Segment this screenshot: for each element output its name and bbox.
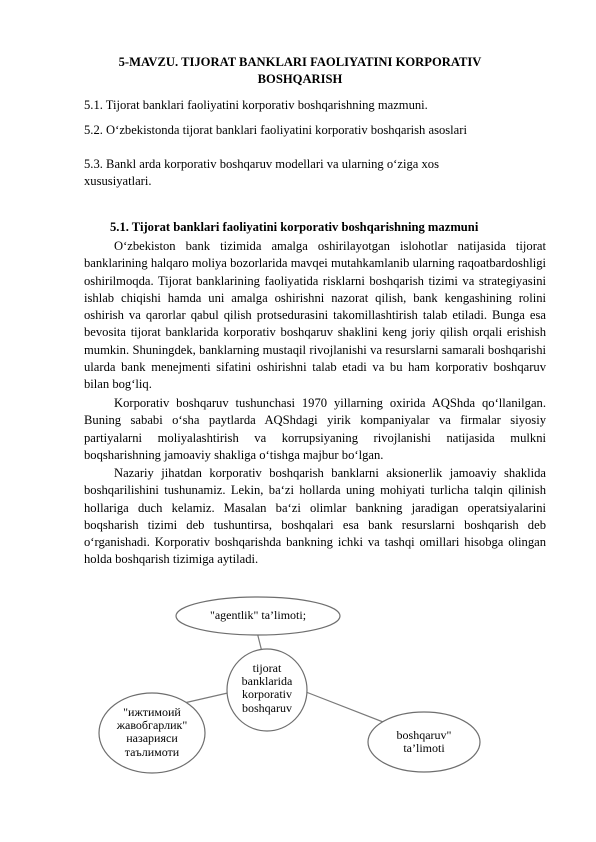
left-label-line-3: назарияси	[126, 731, 178, 746]
title-line-2: BOSHQARISH	[257, 72, 343, 86]
document-title	[90, 54, 510, 88]
left-label-line-4: таълимоти	[124, 744, 180, 759]
plan-item-1: 5.1. Tijorat banklari faoliyatini korporativ boshqarishning mazmuni.	[84, 98, 428, 112]
center-label-line-3: korporativ	[242, 687, 292, 702]
paragraph-2: Korporativ boshqaruv tushunchasi 1970 yillarning oxirida AQShda qo‘llanilgan. Buning sababi o‘sha paytlarda AQShdagi yirik kompaniyalar va firmalar siyosiy partiyalarni moliyalashtirish va korrupsiyaning rivojlanishi natijasida mulkni boqsharishning jamoaviy shakliga o‘tishga majbur bo‘lgan.	[84, 396, 546, 462]
right-label-line-1: boshqaruv"	[396, 728, 452, 742]
right-node-label	[374, 729, 474, 755]
connector-left	[184, 692, 232, 703]
center-label-line-2: banklarida	[241, 674, 293, 689]
left-label-line-2: жавобгарлик"	[116, 718, 188, 733]
plan-item-2: 5.2. O‘zbekistonda tijorat banklari faoliyatini korporativ boshqarish asoslari	[84, 123, 467, 137]
left-label-line-1: "ижтимоий	[123, 705, 181, 719]
paragraph-1: O‘zbekiston bank tizimida amalga oshirilayotgan islohotlar natijasida tijorat banklarining halqaro moliya bozorlarida mavqei mutahkamlanib ularning raqoatbardoshligi oshirilmoqda. Tijorat banklarining faoliyatida risklarni boshqarish tizimi va strategiyasini ishlab chiqishi hamda uni amalga oshirishni nazorat qilish, bank kengashining rolini oshirish va qarorlar qabul qilish protsedurasini takomillashtirish talab etiladi. Bunga esa bevosita tijorat banklarida korporativ boshqaruv shaklini keng joriy qilish orqali erishish mumkin. Shuningdek, banklarning mustaqil rivojlanishi va resurslarni samarali boshqarishi ularda bank menejmenti sifatini oshirishni talab etadi va bu ham korporativ boshqaruv bilan bog‘liq.	[84, 239, 546, 392]
paragraph-3: Nazariy jihatdan korporativ boshqarish banklarni aksionerlik jamoaviy shaklida boshqarilishini tushunamiz. Lekin, ba‘zi hollarda uning mohiyati turlicha talqin qilinish hollariga duch kelamiz. Masalan ba‘zi olimlar bankning jaradigan operatsiyalarini boqsharish tizimi deb tushuntirsa, boshqalari esa bank resurslarni boshqarish deb o‘rganishadi. Korporativ boshqarishda bankning ichki va tashqi omillari hisobga olingan holda boshqarish tizimiga aytiladi.	[84, 466, 546, 567]
section-heading: 5.1. Tijorat banklari faoliyatini korporativ boshqarishning mazmuni	[110, 220, 479, 234]
center-label-line-4: boshqaruv	[242, 700, 292, 715]
concept-diagram	[84, 585, 514, 815]
center-label-line-1: tijorat	[252, 661, 282, 675]
plan-item-3: 5.3. Bankl arda korporativ boshqaruv modellari va ularning o‘ziga xos xususiyatlari.	[84, 157, 439, 188]
title-line-1: 5-MAVZU. TIJORAT BANKLARI FAOLIYATINI KORPORATIV	[118, 55, 482, 69]
center-node-label	[227, 662, 307, 715]
left-node-label	[102, 706, 202, 759]
top-node-label: "agentlik" ta’limoti;	[209, 608, 307, 622]
right-label-line-2: ta’limoti	[403, 741, 445, 756]
